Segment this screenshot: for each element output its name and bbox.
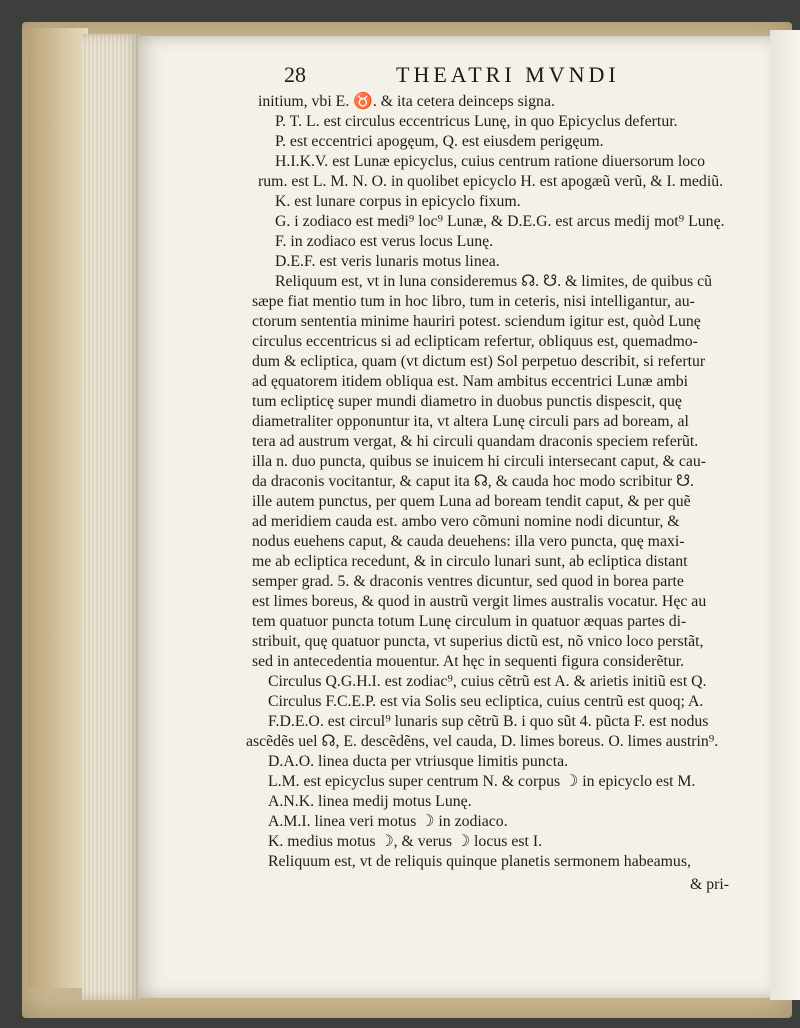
text-line: nodus euehens caput, & cauda deuehens: illa vero puncta, quę maxi-: [252, 533, 685, 550]
text-line: K. medius motus ☽, & verus ☽ locus est I.: [268, 833, 543, 850]
text-line: A.M.I. linea veri motus ☽ in zodiaco.: [268, 813, 508, 830]
text-line: F.D.E.O. est circul⁹ lunaris sup cẽtrũ B. i quo sũt 4. pũcta F. est nodus: [268, 713, 709, 730]
text-line: K. est lunare corpus in epicyclo fixum.: [275, 193, 521, 210]
text-line: stribuit, quę quatuor puncta, vt superius dictũ est, nõ vnico loco perstãt,: [252, 633, 704, 650]
running-title: THEATRI MVNDI: [396, 62, 620, 87]
text-line: ctorum sententia minime hauriri potest. sciendum igitur est, quòd Lunę: [252, 313, 701, 330]
text-line: Circulus Q.G.H.I. est zodiac⁹, cuius cẽtrũ est A. & arietis initiũ est Q.: [268, 673, 707, 690]
text-line: P. T. L. est circulus eccentricus Lunę, in quo Epicyclus defertur.: [275, 113, 678, 130]
text-line: ascẽdẽs uel ☊, E. descẽdẽns, vel cauda, D. limes boreus. O. limes austrin⁹.: [246, 733, 719, 750]
text-line: P. est eccentrici apogęum, Q. est eiusdem perigęum.: [275, 133, 604, 150]
text-line: circulus eccentricus si ad eclipticam refertur, obliquus est, quemadmo-: [252, 333, 698, 350]
text-line: me ab ecliptica recedunt, & in circulo lunari sunt, ab ecliptica distant: [252, 553, 688, 570]
text-line: Circulus F.C.E.P. est via Solis seu ecliptica, cuius centrũ est quoq; A.: [268, 693, 704, 710]
text-line: Reliquum est, vt de reliquis quinque planetis sermonem habeamus,: [268, 853, 691, 870]
text-line: sed in antecedentia mouentur. At hęc in sequenti figura considerẽtur.: [252, 653, 685, 670]
text-line: diametraliter opponuntur ita, vt altera Lunę circuli pars ad boream, al: [252, 413, 689, 430]
text-line: ad meridiem cauda est. ambo vero cõmuni nomine nodi dicuntur, &: [252, 513, 680, 530]
text-line: illa n. duo puncta, quibus se inuicem hi circuli intersecant caput, & cau-: [252, 453, 707, 470]
text-line: ille autem punctus, per quem Luna ad boream tendit caput, & per quẽ: [252, 493, 691, 510]
text-line: D.E.F. est veris lunaris motus linea.: [275, 253, 500, 270]
catchword: & pri-: [690, 876, 730, 893]
text-line: rum. est L. M. N. O. in quolibet epicyclo H. est apogæũ verũ, & I. mediũ.: [258, 173, 724, 190]
text-line: dum & ecliptica, quam (vt dictum est) Sol perpetuo describit, si refertur: [252, 353, 706, 370]
text-line: L.M. est epicyclus super centrum N. & corpus ☽ in epicyclo est M.: [268, 773, 696, 790]
text-line: est limes boreus, & quod in austrũ vergit limes australis vocatur. Hęc au: [252, 593, 707, 610]
text-line: G. i zodiaco est medi⁹ loc⁹ Lunæ, & D.E.G. est arcus medij mot⁹ Lunę.: [275, 213, 725, 230]
text-line: da draconis vocitantur, & caput ita ☊, & cauda hoc modo scribitur ☋.: [252, 473, 694, 490]
text-line: Reliquum est, vt in luna consideremus ☊. ☋. & limites, de quibus cũ: [275, 273, 712, 290]
page-number: 28: [284, 62, 306, 87]
text-line: H.I.K.V. est Lunæ epicyclus, cuius centrum ratione diuersorum loco: [275, 153, 706, 170]
text-line: tera ad austrum vergat, & hi circuli quandam draconis speciem referũt.: [252, 433, 699, 450]
text-line: tum eclipticę super mundi diametro in duobus punctis dispescit, quę: [252, 393, 682, 410]
text-line: sæpe fiat mentio tum in hoc libro, tum in ceteris, nisi intelligantur, au-: [252, 293, 695, 310]
text-line: ad ęquatorem itidem obliqua est. Nam ambitus eccentrici Lunæ ambi: [252, 373, 689, 390]
text-line: semper grad. 5. & draconis ventres dicuntur, sed quod in borea parte: [252, 573, 684, 590]
text-line: F. in zodiaco est verus locus Lunę.: [275, 233, 494, 250]
text-line: D.A.O. linea ducta per vtriusque limitis puncta.: [268, 753, 569, 770]
text-line: initium, vbi E. ♉. & ita cetera deinceps signa.: [258, 93, 555, 110]
text-line: tem quatuor puncta totum Lunę circulum in quatuor æquas partes di-: [252, 613, 687, 630]
text-line: A.N.K. linea medij motus Lunę.: [268, 793, 472, 810]
